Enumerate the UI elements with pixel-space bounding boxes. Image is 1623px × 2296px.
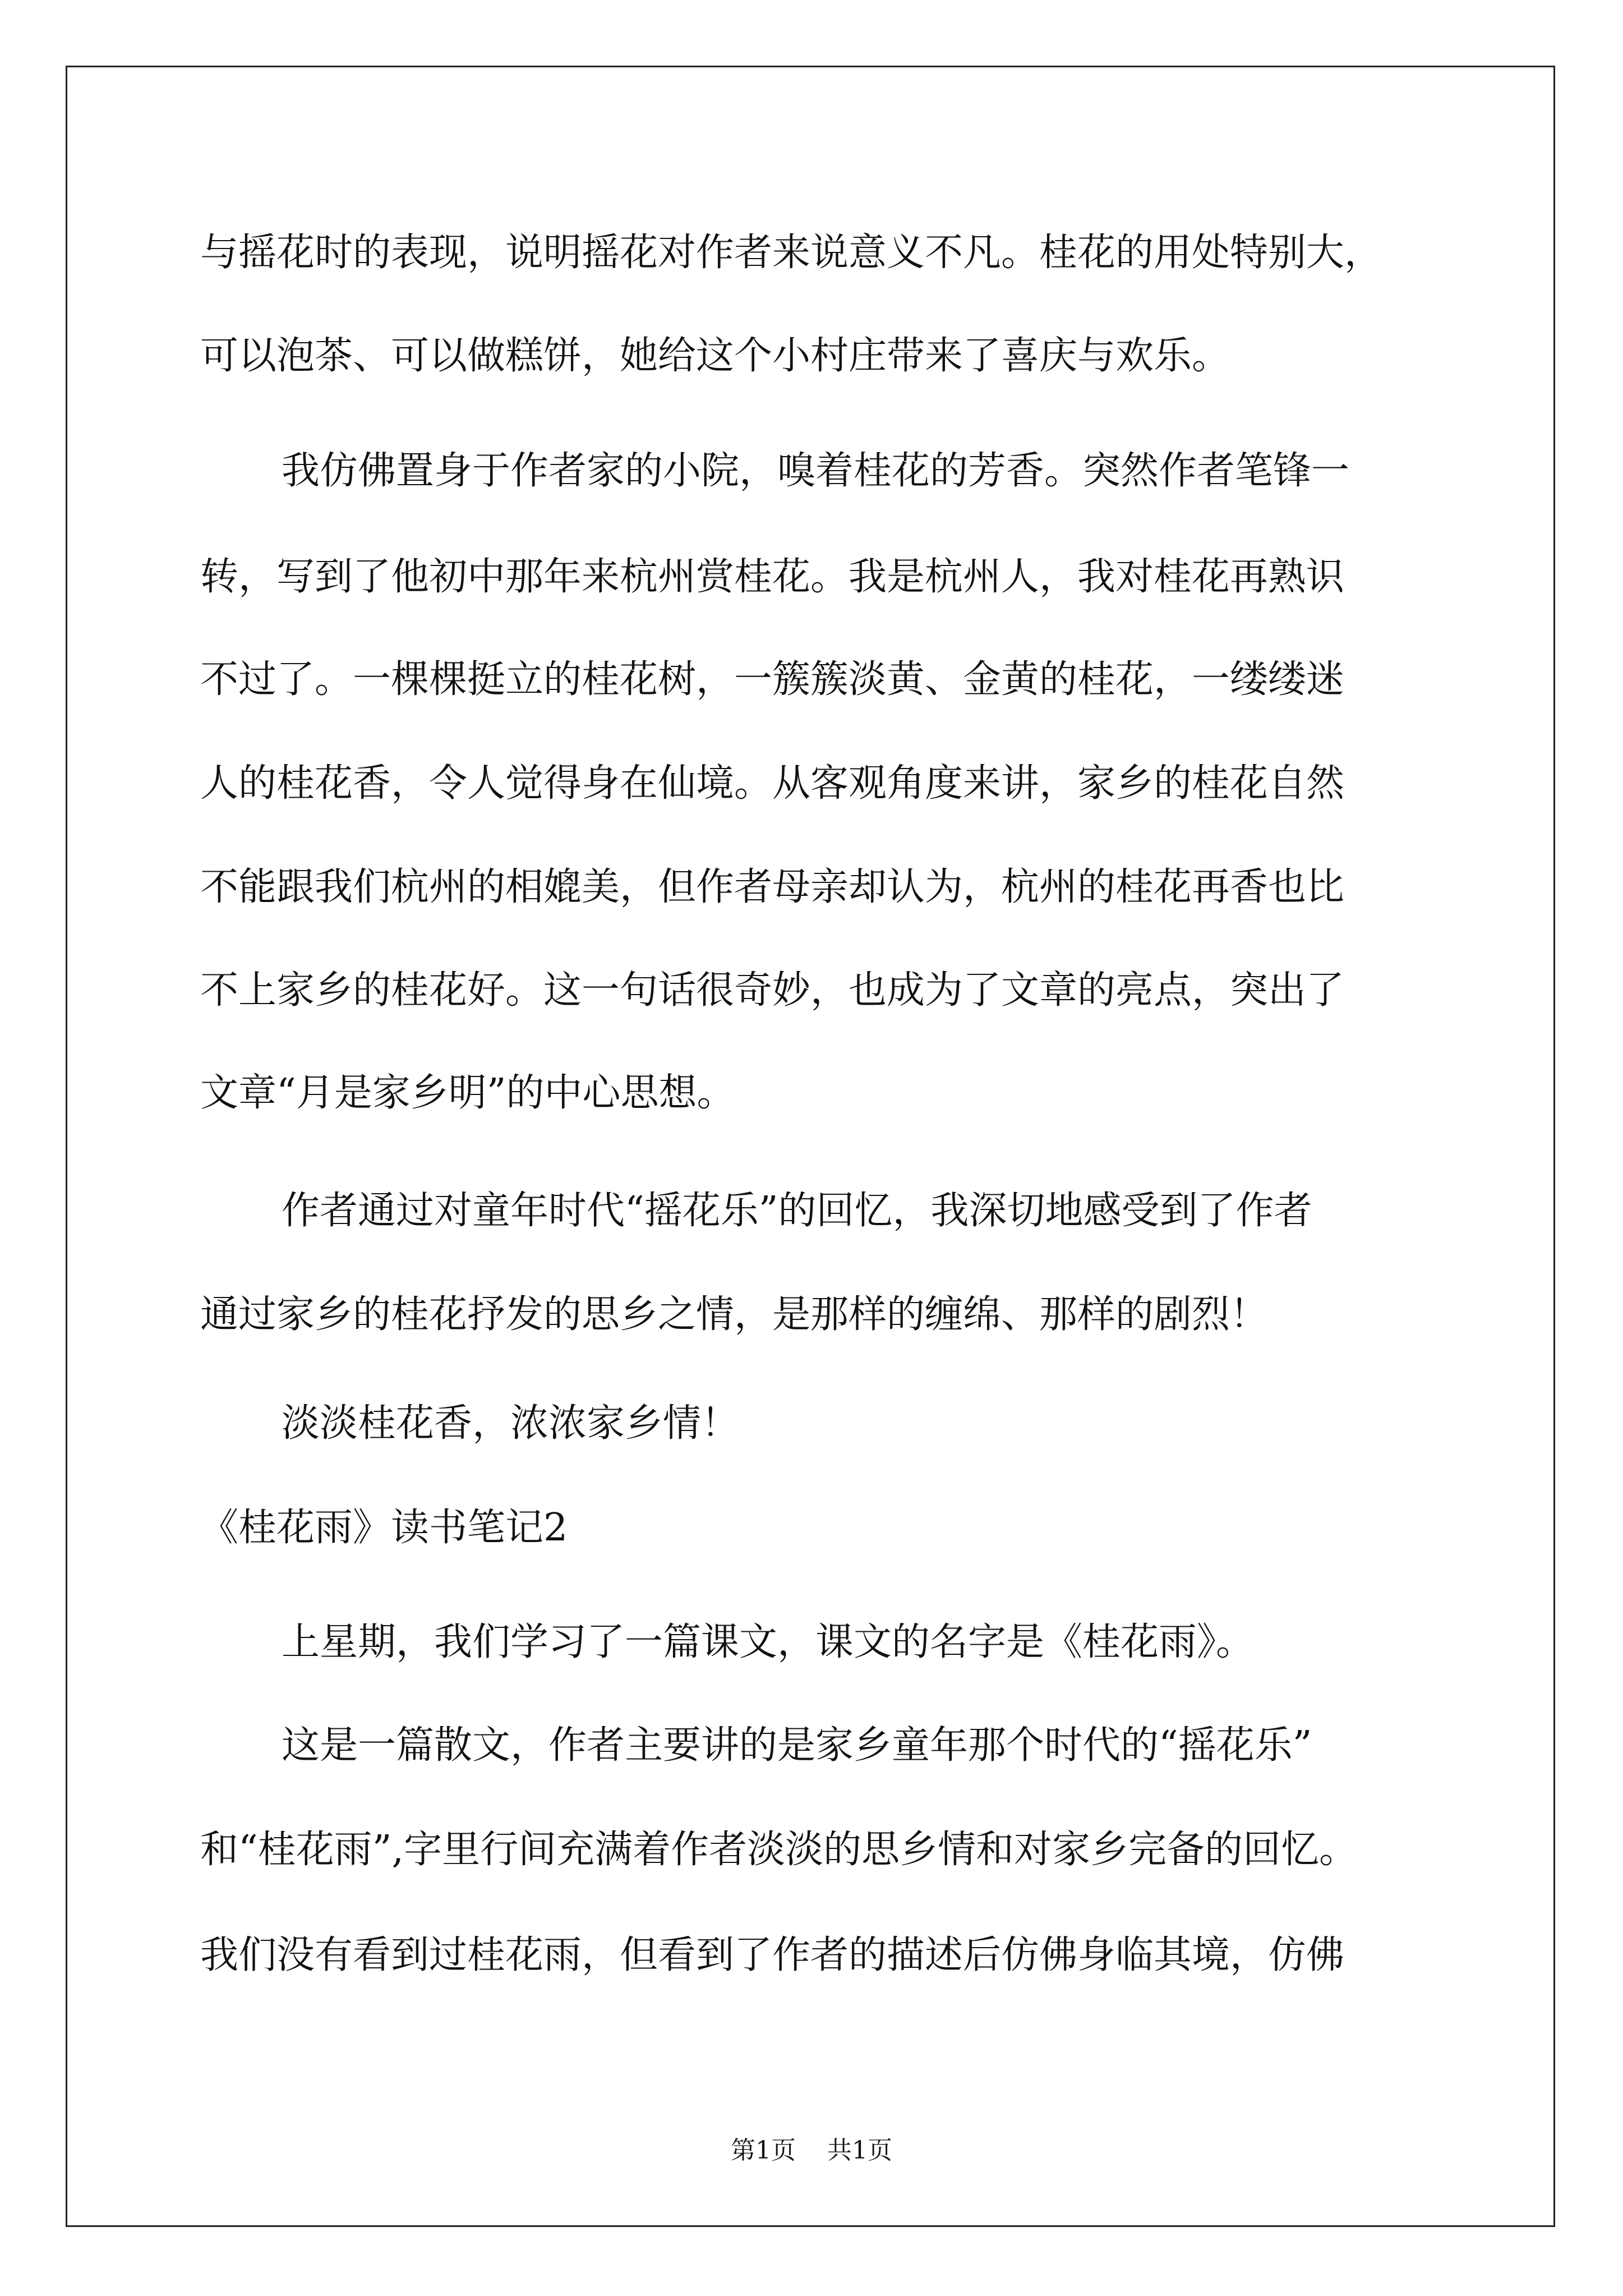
text-line-1: 与摇花时的表现，说明摇花对作者来说意义不凡。桂花的用处特别大， (200, 231, 1383, 275)
text-line-11: 通过家乡的桂花抒发的思乡之情，是那样的缠绵、那样的剧烈！ (200, 1292, 1269, 1337)
paragraph-start-line-3: 我仿佛置身于作者家的小院，嗅着桂花的芳香。突然作者笔锋一 (282, 449, 1350, 493)
section-heading: 《桂花雨》读书笔记2 (200, 1506, 568, 1550)
paragraph-start-line-14: 上星期，我们学习了一篇课文，课文的名字是《桂花雨》。 (282, 1620, 1255, 1664)
text-line-2: 可以泡茶、可以做糕饼，她给这个小村庄带来了喜庆与欢乐。 (200, 334, 1230, 378)
text-line-7: 不能跟我们杭州的相媲美，但作者母亲却认为，杭州的桂花再香也比 (200, 865, 1345, 909)
text-line-17: 我们没有看到过桂花雨，但看到了作者的描述后仿佛身临其境，仿佛 (200, 1933, 1345, 1977)
page-footer (0, 2134, 1623, 2168)
text-line-9: 文章“月是家乡明”的中心思想。 (200, 1071, 735, 1115)
text-line-8: 不上家乡的桂花好。这一句话很奇妙，也成为了文章的亮点，突出了 (200, 968, 1345, 1013)
page-current: 第1页 (731, 2136, 796, 2165)
text-line-4: 转，写到了他初中那年来杭州赏桂花。我是杭州人，我对桂花再熟识 (200, 555, 1345, 599)
text-line-5: 不过了。一棵棵挺立的桂花树，一簇簇淡黄、金黄的桂花，一缕缕迷 (200, 657, 1345, 702)
paragraph-start-line-10: 作者通过对童年时代“摇花乐”的回忆，我深切地感受到了作者 (282, 1189, 1312, 1233)
page-total: 共1页 (827, 2136, 892, 2165)
page-border (66, 66, 1555, 2227)
text-line-6: 人的桂花香，令人觉得身在仙境。从客观角度来讲，家乡的桂花自然 (200, 761, 1345, 806)
paragraph-start-line-12: 淡淡桂花香，浓浓家乡情！ (282, 1401, 740, 1446)
text-line-16: 和“桂花雨”,字里行间充满着作者淡淡的思乡情和对家乡完备的回忆。 (200, 1828, 1358, 1872)
paragraph-start-line-15: 这是一篇散文，作者主要讲的是家乡童年那个时代的“摇花乐” (282, 1723, 1312, 1768)
